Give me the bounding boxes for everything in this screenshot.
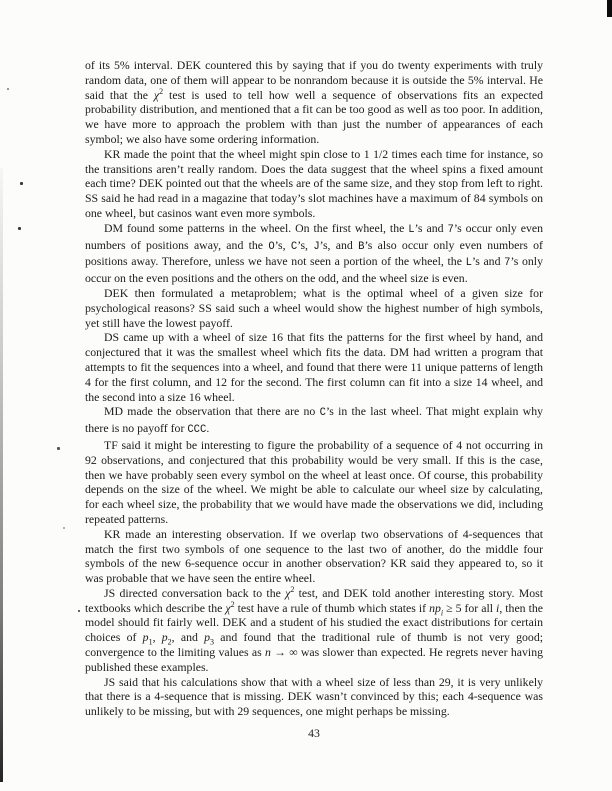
text-segment-tt: C — [290, 240, 298, 253]
text-segment: ’s, and — [319, 237, 359, 252]
text-segment: JS directed conversation back to the — [104, 585, 286, 600]
text-segment-sup: 2 — [290, 584, 295, 594]
text-segment: ’s occur only even numbers of positions away, and the — [85, 220, 543, 252]
paragraph — [85, 404, 543, 438]
text-segment-sub: 2 — [167, 637, 172, 647]
text-segment: → ∞ was slower than expected. He regrets never having published these examples. — [85, 645, 543, 674]
text-segment: , and — [171, 630, 205, 645]
text-segment-it: np — [429, 600, 441, 615]
paragraph — [85, 147, 543, 221]
paragraph — [85, 330, 543, 404]
text-segment: of its 5% interval. DEK countered this by saying that if you do twenty experiments with truly random data, one of them will appear to be nonrandom because it is outside the 5% interval. He said that the — [85, 58, 543, 102]
text-segment-tt: J — [313, 240, 320, 253]
text-segment: , then the model should fit fairly well. DEK and a student of his studied the exact distributions for certain choices of — [85, 600, 543, 645]
page-text — [85, 58, 543, 719]
paragraph — [85, 286, 543, 330]
text-segment: MD made the observation that there are no — [104, 404, 320, 419]
paragraph — [85, 438, 543, 527]
scan-speck — [7, 88, 9, 90]
scan-artifact-edge-strip — [0, 168, 3, 782]
paragraph — [85, 675, 543, 719]
text-segment-tt: 7 — [504, 257, 511, 270]
text-segment: test have a rule of thumb which states if — [234, 600, 430, 615]
text-segment: ≥ 5 for all — [443, 600, 497, 615]
text-segment-tt: B — [358, 240, 365, 253]
text-segment: ’s only occur on the even positions and the others on the odd, and the wheel size is even. — [85, 254, 543, 286]
text-segment-it: p — [204, 630, 211, 645]
text-segment-tt: L — [465, 257, 472, 270]
text-segment: test, and DEK told another interesting story. Most textbooks which describe the — [85, 585, 543, 615]
text-segment: test is used to tell how well a sequence of observations fits an expected probability distribution, and mentioned that a fit can be too good as well as too poor. In addition, we have more to approach the problem with than just the number of appearances of each symbol; we also have some ordering information. — [85, 87, 544, 146]
scan-speck — [18, 227, 21, 230]
text-segment-sup: 2 — [230, 599, 235, 609]
text-segment-sub: 1 — [148, 637, 153, 647]
text-segment: . — [206, 421, 210, 436]
text-segment-sup: 2 — [159, 86, 164, 96]
text-segment-sub: 3 — [210, 637, 215, 647]
text-segment: ’s, — [297, 237, 314, 252]
text-segment: JS said that his calculations show that with a wheel size of less than 29, it is very unlikely that there is a 4-sequence that is missing. DEK wasn’t convinced by this; each 4-sequence was unlikely to be missing, but with 29 sequences, one might perhaps be missing. — [85, 674, 543, 719]
text-segment-it: χ — [285, 585, 291, 600]
text-segment-it: χ — [225, 600, 231, 615]
text-segment-it: p — [161, 630, 168, 645]
text-segment-it-sub: i — [440, 608, 444, 618]
text-segment-tt: 7 — [447, 223, 454, 236]
scan-artifact-corner-mark — [607, 0, 612, 17]
text-segment: ’s and — [414, 220, 448, 235]
text-segment: ’s and — [471, 254, 505, 269]
text-segment-tt: L — [408, 223, 415, 236]
text-segment-tt: C — [319, 407, 326, 420]
text-segment-it: n — [264, 645, 271, 660]
paragraph — [85, 221, 543, 286]
text-segment: KR made an interesting observation. If we overlap two observations of 4-sequences that match the first two symbols of one sequence to the last two of another, do the middle four symbols of the new 6-sequence occur in another observation? KR said they appeared to, so it was probable that we have seen the entire wheel. — [85, 526, 543, 586]
scan-speck — [20, 182, 23, 185]
text-segment: DS came up with a wheel of size 16 that fits the patterns for the first wheel by hand, and conjectured that it was the smallest wheel which fits the data. DM had written a program that attempts to fit the sequences into a wheel, and found that there were 11 unique patterns of length 4 for the first column, and 12 for the second. The first column can fit into a size 14 wheel, and the second into a size 16 wheel. — [85, 330, 543, 404]
text-segment: TF said it might be interesting to figure the probability of a sequence of 4 not occurring in 92 observations, and conjectured that this probability would be very small. If this is the case, then we have probably seen every symbol on the wheel at least once. Of course, this probability depends on the size of the wheel. We might be able to calculate our wheel size by calculating, for each wheel size, the probability that we would have made the observations we did, including repeated patterns. — [85, 437, 543, 526]
scan-speck — [57, 447, 60, 450]
page-number: 43 — [308, 726, 320, 740]
text-segment-it: p — [142, 630, 149, 645]
text-segment-it: χ — [153, 87, 160, 102]
scan-speck — [63, 527, 65, 529]
text-segment: DEK then formulated a metaproblem; what is the optimal wheel of a given size for psychological reasons? SS said such a wheel would show the highest number of high symbols, yet still have the lowest payoff. — [85, 285, 543, 330]
text-segment: ’s also occur only even numbers of positions away. Therefore, unless we have not seen a portion of the wheel, the — [85, 237, 543, 269]
text-segment-tt: O — [268, 240, 275, 253]
paragraph — [85, 527, 543, 586]
text-segment: ’s in the last wheel. That might explain why there is no payoff for — [85, 404, 543, 436]
text-segment: and found that the traditional rule of thumb is not very good; convergence to the limiting values as — [85, 630, 544, 660]
text-segment-it: i — [496, 600, 500, 615]
text-segment: , — [152, 630, 162, 645]
paragraph — [85, 58, 543, 147]
text-segment: ’s, — [274, 237, 291, 252]
text-segment: KR made the point that the wheel might spin close to 1 1/2 times each time for instance, so the transitions aren’t really random. Does the data suggest that the wheel spins a fixed amount each time? DEK pointed out that the wheels are of the same size, and they stop from left to right. SS said he had read in a magazine that today’s slot machines have a maximum of 84 symbols on one wheel, but casinos want even more symbols. — [85, 146, 543, 220]
paragraph — [85, 586, 543, 675]
text-segment-tt: CCC — [187, 424, 207, 437]
scan-speck — [78, 610, 80, 612]
text-segment: DM found some patterns in the wheel. On the first wheel, the — [104, 220, 409, 235]
